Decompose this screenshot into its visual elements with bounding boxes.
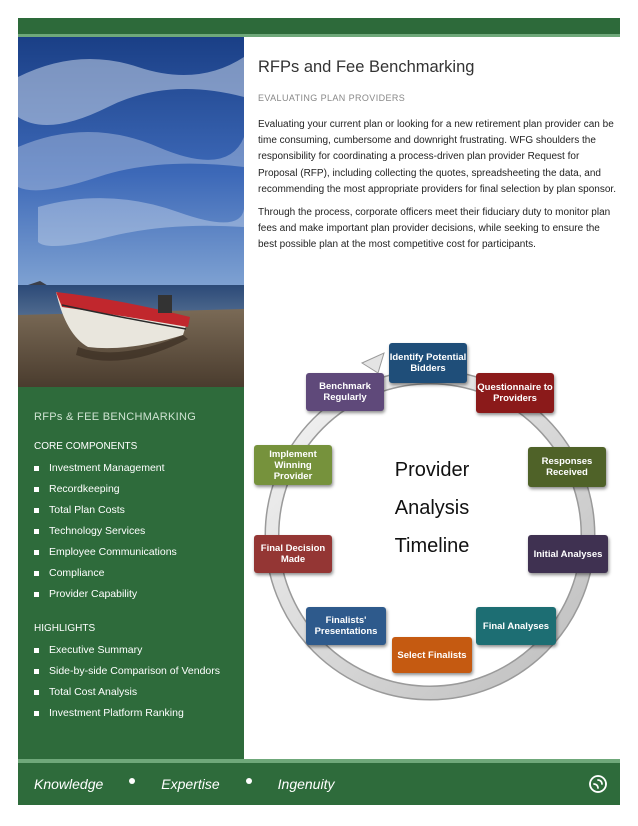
dot-separator-icon <box>246 778 252 784</box>
top-accent-bar <box>18 18 620 34</box>
core-components-heading: CORE COMPONENTS <box>34 441 138 452</box>
step-responses-received: Responses Received <box>528 447 606 487</box>
highlights-heading: HIGHLIGHTS <box>34 623 96 634</box>
page-title: RFPs and Fee Benchmarking <box>258 58 475 76</box>
square-bullet-icon <box>34 711 39 716</box>
square-bullet-icon <box>34 690 39 695</box>
square-bullet-icon <box>34 550 39 555</box>
list-item: Recordkeeping <box>34 479 230 500</box>
step-final-analyses: Final Analyses <box>476 607 556 645</box>
cycle-arrow-icon <box>362 353 384 373</box>
footer-word-ingenuity: Ingenuity <box>277 776 335 792</box>
list-item: Total Cost Analysis <box>34 682 230 703</box>
step-finalists-presentations: Finalists' Presentations <box>306 607 386 645</box>
footer-word-expertise: Expertise <box>161 776 220 792</box>
process-paragraph: Through the process, corporate officers meet their fiduciary duty to monitor plan fees and make important plan provider decisions, while seeking to ensure the best possible plan at the most competitive cost for participants. <box>258 207 611 251</box>
list-item: Compliance <box>34 563 230 584</box>
boat-photo <box>18 37 244 387</box>
timeline-diagram <box>244 335 620 755</box>
sidebar-title: RFPs & FEE BENCHMARKING <box>34 411 197 423</box>
footer-bar <box>18 763 620 805</box>
square-bullet-icon <box>34 487 39 492</box>
list-item: Total Plan Costs <box>34 500 230 521</box>
step-initial-analyses: Initial Analyses <box>528 535 608 573</box>
list-item: Investment Platform Ranking <box>34 703 230 724</box>
list-item: Executive Summary <box>34 640 230 661</box>
square-bullet-icon <box>34 648 39 653</box>
square-bullet-icon <box>34 669 39 674</box>
sidebar-panel <box>18 387 244 759</box>
list-item: Employee Communications <box>34 542 230 563</box>
list-item: Provider Capability <box>34 584 230 605</box>
step-benchmark-regularly: Benchmark Regularly <box>306 373 384 411</box>
diagram-center-label: Provider Analysis Timeline <box>394 459 470 557</box>
square-bullet-icon <box>34 592 39 597</box>
boat-on-beach-image <box>18 37 244 387</box>
step-final-decision: Final Decision Made <box>254 535 332 573</box>
list-item: Investment Management <box>34 458 230 479</box>
square-bullet-icon <box>34 529 39 534</box>
footer-word-knowledge: Knowledge <box>34 776 104 792</box>
highlights-list <box>34 640 230 724</box>
dot-separator-icon <box>129 778 135 784</box>
square-bullet-icon <box>34 571 39 576</box>
main-content <box>258 58 618 261</box>
core-components-list <box>34 458 230 605</box>
page-subtitle: EVALUATING PLAN PROVIDERS <box>258 93 406 103</box>
square-bullet-icon <box>34 508 39 513</box>
list-item: Technology Services <box>34 521 230 542</box>
swirl-logo-icon <box>588 774 608 794</box>
step-implement-provider: Implement Winning Provider <box>254 445 332 485</box>
list-item: Side-by-side Comparison of Vendors <box>34 661 230 682</box>
intro-paragraph: Evaluating your current plan or looking for a new retirement plan provider can be time consuming, cumbersome and downright frustrating. WFG shoulders the responsibility for coordinating a process-driven plan provider Request for Proposal (RFP), including collecting the quotes, spreadsheeting the data, and recommending the most appropriate providers for final selection by plan sponsor. <box>258 119 616 195</box>
step-identify-bidders: Identify Potential Bidders <box>389 343 467 383</box>
square-bullet-icon <box>34 466 39 471</box>
step-questionnaire: Questionnaire to Providers <box>476 373 554 413</box>
step-select-finalists: Select Finalists <box>392 637 472 673</box>
